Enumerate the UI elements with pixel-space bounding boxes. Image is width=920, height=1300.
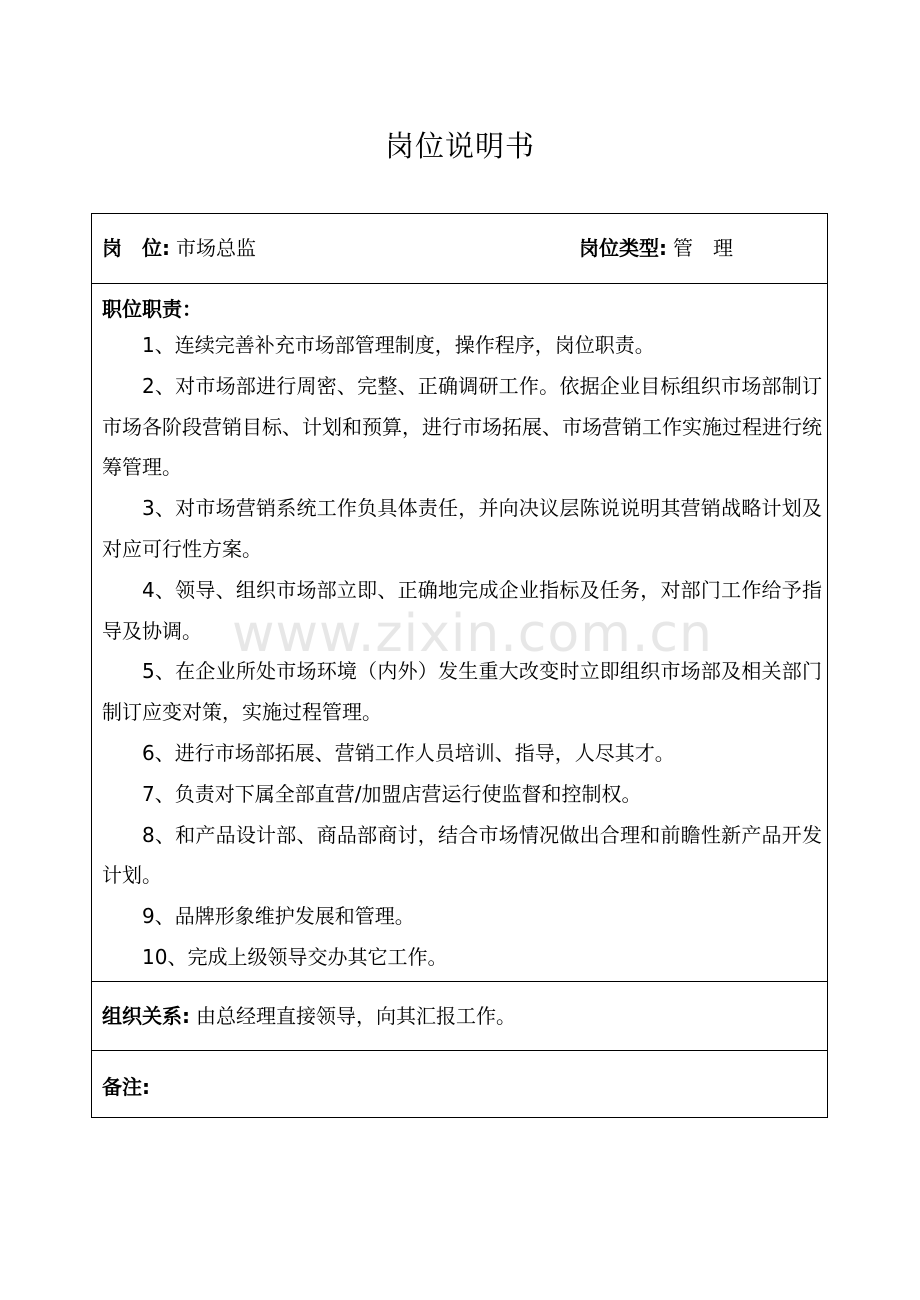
position-type-field [579, 234, 733, 262]
position-row [92, 214, 827, 283]
duty-item: 9、品牌形象维护发展和管理。 [142, 904, 415, 929]
duty-item: 4、领导、组织市场部立即、正确地完成企业指标及任务，对部门工作给予指导及协调。 [102, 577, 822, 643]
position-label: 岗 位: [102, 236, 170, 260]
duty-item: 3、对市场营销系统工作负具体责任，并向决议层陈说说明其营销战略计划及对应可行性方案。 [102, 496, 822, 561]
position-field [102, 234, 256, 262]
duty-item: 6、进行市场部拓展、营销工作人员培训、指导，人尽其才。 [142, 740, 675, 765]
watermark-text: www.zixin.com.cn [232, 604, 713, 664]
duties-label: 职位职责： [102, 297, 202, 321]
job-description-table [91, 213, 828, 1118]
duty-item: 7、负责对下属全部直营/加盟店营运行使监督和控制权。 [142, 781, 642, 806]
duty-item: 1、连续完善补充市场部管理制度，操作程序，岗位职责。 [142, 333, 655, 357]
duties-list [102, 295, 822, 978]
organization-label: 组织关系: [102, 1004, 190, 1028]
position-type-value: 管 理 [673, 236, 733, 260]
position-value: 市场总监 [176, 236, 256, 260]
duties-row [92, 283, 827, 981]
organization-value: 由总经理直接领导，向其汇报工作。 [196, 1004, 516, 1028]
organization-row [92, 981, 827, 1050]
duty-item: 10、完成上级领导交办其它工作。 [142, 944, 448, 969]
organization-field [102, 1002, 516, 1030]
duty-item: 8、和产品设计部、商品部商讨，结合市场情况做出合理和前瞻性新产品开发计划。 [102, 822, 822, 888]
remark-row [92, 1050, 827, 1117]
position-type-label: 岗位类型: [579, 236, 667, 260]
duty-item: 2、对市场部进行周密、完整、正确调研工作。依据企业目标组织市场部制订市场各阶段营销目标、计划和预算，进行市场拓展、市场营销工作实施过程进行统筹管理。 [102, 373, 822, 480]
document-title: 岗位说明书 [384, 129, 535, 163]
duty-item: 5、在企业所处市场环境（内外）发生重大改变时立即组织市场部及相关部门制订应变对策，实施过程管理。 [102, 659, 822, 725]
remark-label: 备注: [102, 1075, 150, 1099]
